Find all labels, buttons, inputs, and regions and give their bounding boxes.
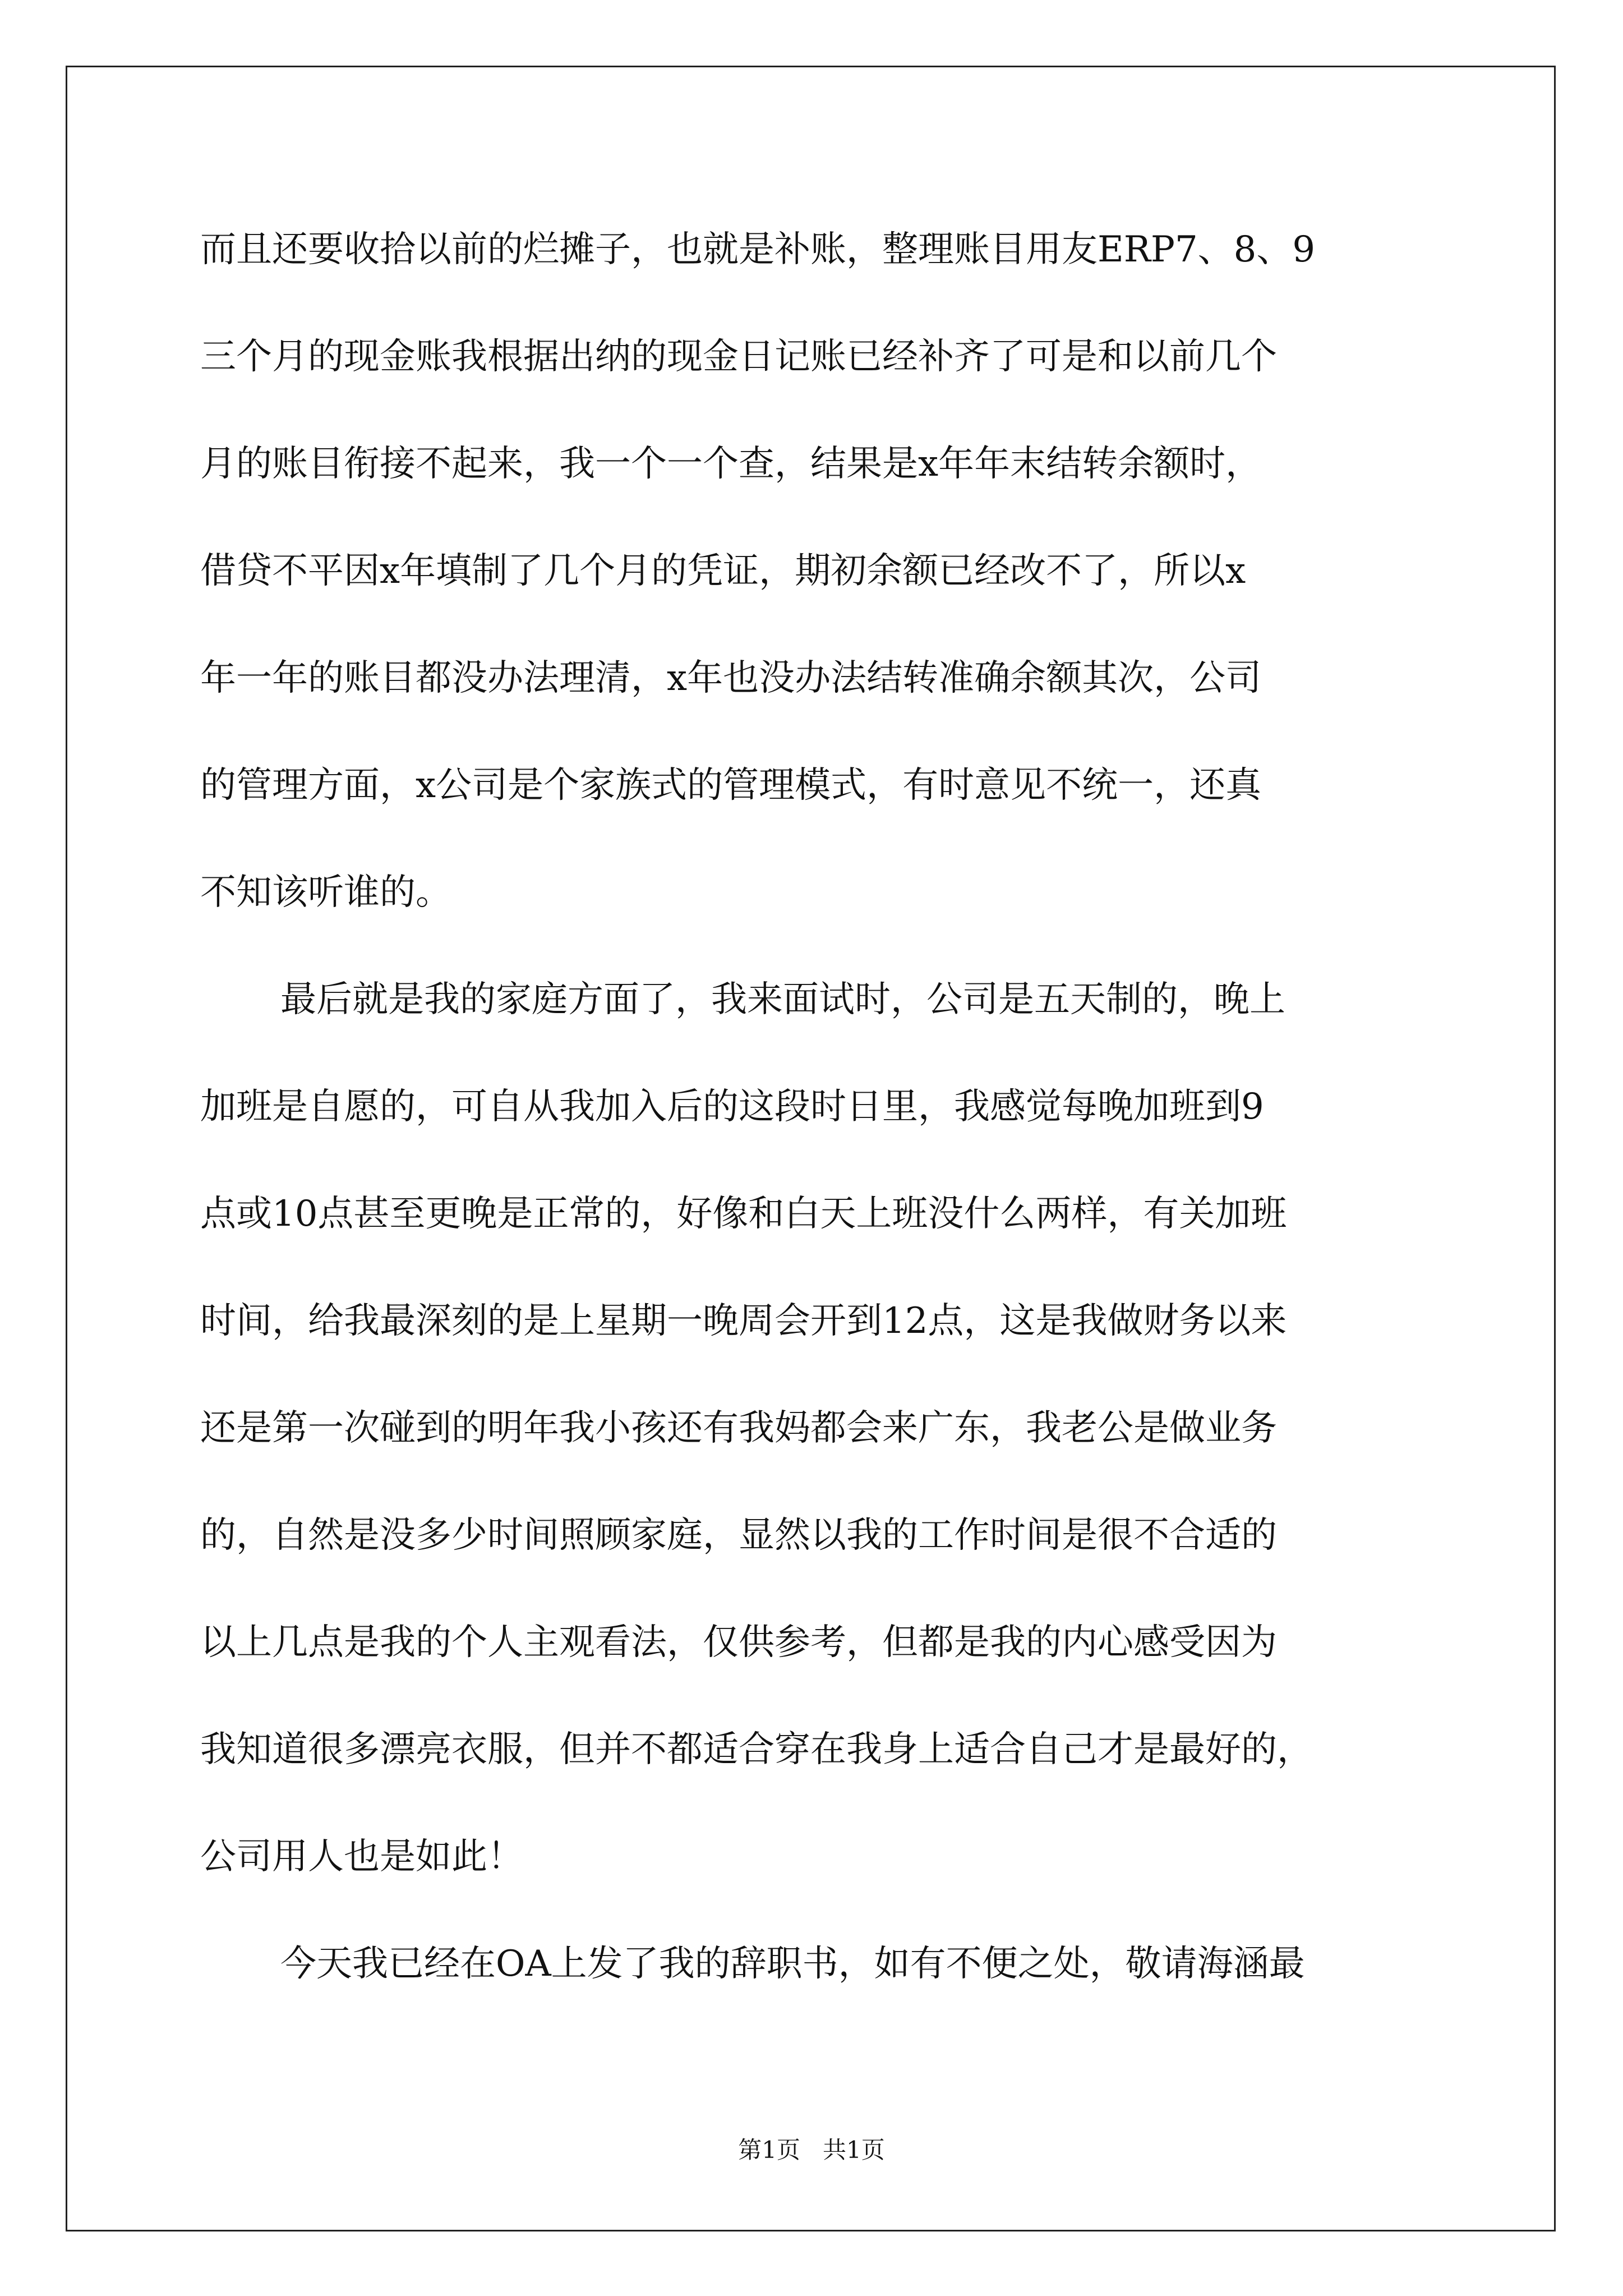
text-line: 以上几点是我的个人主观看法，仅供参考，但都是我的内心感受因为 [200, 1622, 1277, 1663]
text-line: 年一年的账目都没办法理清，x年也没办法结转准确余额其次，公司 [200, 657, 1262, 699]
page-border [66, 66, 1556, 2231]
paragraph-start-line: 今天我已经在OA上发了我的辞职书，如有不便之处，敬请海涵最 [280, 1943, 1305, 1985]
text-line: 还是第一次碰到的明年我小孩还有我妈都会来广东，我老公是做业务 [200, 1407, 1277, 1449]
text-line: 的管理方面，x公司是个家族式的管理模式，有时意见不统一，还真 [200, 765, 1262, 806]
page-footer: 第1页 共1页 [738, 2136, 885, 2164]
text-line: 点或10点甚至更晚是正常的，好像和白天上班没什么两样，有关加班 [200, 1193, 1287, 1235]
text-line: 加班是自愿的，可自从我加入后的这段时日里，我感觉每晚加班到9 [200, 1086, 1264, 1128]
text-line: 不知该听谁的。 [200, 872, 451, 913]
text-line: 公司用人也是如此！ [200, 1836, 523, 1878]
text-line: 时间，给我最深刻的是上星期一晚周会开到12点，这是我做财务以来 [200, 1300, 1287, 1342]
text-line: 而且还要收拾以前的烂摊子，也就是补账，整理账目用友ERP7、8、9 [200, 229, 1316, 270]
text-line: 月的账目衔接不起来，我一个一个查，结果是x年年末结转余额时， [200, 443, 1262, 485]
text-line: 我知道很多漂亮衣服，但并不都适合穿在我身上适合自己才是最好的， [200, 1729, 1313, 1770]
text-line: 借贷不平因x年填制了几个月的凭证，期初余额已经改不了，所以x [200, 550, 1246, 592]
text-line: 的，自然是没多少时间照顾家庭，显然以我的工作时间是很不合适的 [200, 1515, 1277, 1556]
text-line: 三个月的现金账我根据出纳的现金日记账已经补齐了可是和以前几个 [200, 336, 1277, 378]
paragraph-start-line: 最后就是我的家庭方面了，我来面试时，公司是五天制的，晚上 [280, 979, 1285, 1020]
